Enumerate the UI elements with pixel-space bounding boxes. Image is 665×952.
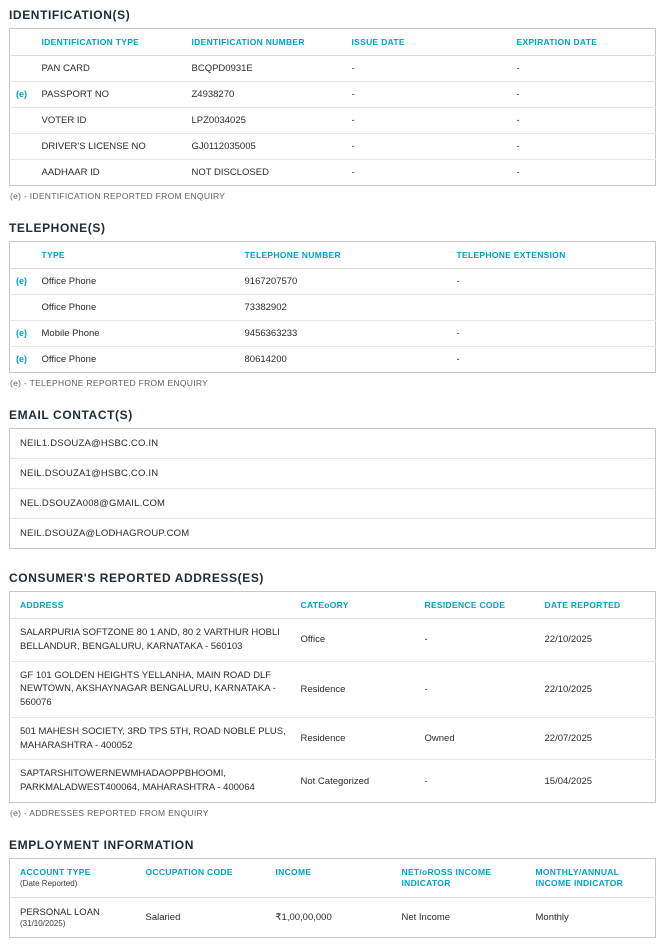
column-header-monthly-annual-income-indicator: MONTHLY/ANNUAL INCOME INDICATOR (530, 858, 656, 897)
table-row (10, 347, 656, 373)
table-row (10, 619, 656, 662)
residence-code-cell: - (419, 619, 539, 662)
telephones-header-row (10, 242, 656, 269)
identification-section (9, 8, 656, 201)
issue-date-cell: - (351, 167, 355, 178)
account-type-cell (10, 897, 140, 937)
identification-type-cell: DRIVER'S LICENSE NO (36, 134, 186, 160)
table-row (10, 269, 656, 295)
account-type-value: PERSONAL LOAN (20, 906, 100, 918)
table-row (10, 56, 656, 82)
residence-code-cell: - (424, 775, 428, 787)
telephone-number-cell: 9167207570 (239, 269, 451, 295)
marker-column-header (10, 29, 36, 56)
telephone-extension-cell: - (451, 269, 656, 295)
telephone-type-cell: Mobile Phone (36, 321, 239, 347)
date-reported-cell: 22/10/2025 (539, 619, 656, 662)
expiration-date-cell: - (511, 108, 656, 134)
table-row (10, 897, 656, 937)
table-row (10, 160, 656, 186)
identification-title: IDENTIFICATION(S) (9, 8, 131, 22)
addresses-table (9, 591, 656, 803)
residence-code-cell: Owned (419, 717, 539, 760)
emails-list (9, 428, 656, 549)
account-type-date-reported: (31/10/2025) (20, 918, 66, 928)
column-header-occupation-code: OCCUPATION CODE (140, 858, 270, 897)
identification-number-cell: GJ0112035005 (186, 134, 346, 160)
column-header-expiration-date: EXPIRATION DATE (511, 29, 656, 56)
category-cell: Not Categorized (300, 775, 370, 787)
table-row (10, 82, 656, 108)
column-header-telephone-number: TELEPHONE NUMBER (239, 242, 451, 269)
email-address: NEIL.DSOUZA@LODHAGROUP.COM (20, 528, 190, 539)
enquiry-marker: (e) (16, 89, 27, 99)
identification-type-cell: PAN CARD (36, 56, 186, 82)
issue-date-cell: - (346, 82, 511, 108)
telephone-number-cell: 9456363233 (239, 321, 451, 347)
telephones-title: TELEPHONE(S) (9, 221, 106, 235)
telephone-number-cell: 73382902 (239, 295, 451, 321)
column-header-telephone-extension: TELEPHONE EXTENSION (451, 242, 656, 269)
addresses-footnote: (e) - ADDRESSES REPORTED FROM ENQUIRY (10, 807, 209, 818)
column-header-residence-code: RESIDENCE CODE (419, 592, 539, 619)
addresses-header-row (10, 592, 656, 619)
table-row (10, 760, 656, 803)
column-header-net-gross-income-indicator: NET/oROSS INCOME INDICATOR (396, 858, 530, 897)
account-type-header-subnote: (Date Reported) (20, 878, 78, 888)
telephone-extension-cell (451, 295, 656, 321)
telephone-type-cell: Office Phone (36, 295, 239, 321)
telephone-number-cell: 80614200 (244, 354, 287, 365)
addresses-section (9, 571, 656, 818)
email-address: NEL.DSOUZA008@GMAIL.COM (10, 489, 655, 519)
table-row (10, 295, 656, 321)
net-gross-income-indicator-cell: Net Income (401, 911, 451, 923)
address-cell: GF 101 GOLDEN HEIGHTS YELLANHA, MAIN ROAD DLF NEWTOWN, AKSHAYNAGAR BENGALURU, KARNATAKA - 560076 (10, 661, 295, 717)
category-cell: Residence (295, 661, 419, 717)
identification-number-cell: BCQPD0931E (186, 56, 346, 82)
addresses-title: CONSUMER'S REPORTED ADDRESS(ES) (9, 571, 265, 585)
identification-footnote: (e) - IDENTIFICATION REPORTED FROM ENQUIRY (10, 191, 226, 201)
telephones-table (9, 241, 656, 373)
identification-number-cell: LPZ0034025 (186, 108, 346, 134)
telephones-footnote: (e) - TELEPHONE REPORTED FROM ENQUIRY (10, 378, 209, 388)
expiration-date-cell: - (516, 167, 520, 178)
occupation-code-cell: Salaried (145, 911, 181, 923)
address-cell: SALARPURIA SOFTZONE 80 1 AND, 80 2 VARTHUR HOBLI BELLANDUR, BENGALURU, KARNATAKA - 560103 (10, 619, 295, 662)
table-row (10, 108, 656, 134)
column-header-category: CATEoORY (295, 592, 419, 619)
identification-type-cell: AADHAAR ID (41, 167, 100, 178)
category-cell: Residence (295, 717, 419, 760)
identification-number-cell: NOT DISCLOSED (191, 167, 269, 178)
emails-section (9, 408, 656, 549)
telephone-extension-cell: - (456, 354, 460, 365)
table-row (10, 661, 656, 717)
issue-date-cell: - (346, 134, 511, 160)
column-header-date-reported: DATE REPORTED (539, 592, 656, 619)
column-header-identification-type: IDENTIFICATION TYPE (36, 29, 186, 56)
identification-header-row (10, 29, 656, 56)
telephone-type-cell: Office Phone (36, 269, 239, 295)
monthly-annual-income-indicator-cell: Monthly (535, 911, 569, 923)
date-reported-cell: 22/10/2025 (539, 661, 656, 717)
identification-type-cell: PASSPORT NO (36, 82, 186, 108)
account-type-header-label: ACCOUNT TYPE (20, 866, 91, 877)
column-header-account-type (10, 858, 140, 897)
column-header-income: INCOME (270, 858, 396, 897)
issue-date-cell: - (346, 56, 511, 82)
employment-section (9, 838, 656, 938)
email-address: NEIL.DSOUZA1@HSBC.CO.IN (10, 459, 655, 489)
expiration-date-cell: - (511, 134, 656, 160)
enquiry-marker: (e) (16, 354, 27, 364)
address-cell: SAPTARSHITOWERNEWMHADAOPPBHOOMI, PARKMALADWEST400064, MAHARASHTRA - 400064 (20, 768, 255, 794)
column-header-identification-number: IDENTIFICATION NUMBER (186, 29, 346, 56)
employment-table (9, 858, 656, 938)
telephone-type-cell: Office Phone (41, 354, 97, 365)
column-header-address: ADDRESS (10, 592, 295, 619)
column-header-type: TYPE (36, 242, 239, 269)
expiration-date-cell: - (511, 56, 656, 82)
date-reported-cell: 15/04/2025 (544, 775, 593, 787)
enquiry-marker: (e) (16, 328, 27, 338)
email-address: NEIL1.DSOUZA@HSBC.CO.IN (10, 429, 655, 459)
residence-code-cell: - (419, 661, 539, 717)
table-row (10, 717, 656, 760)
identification-type-cell: VOTER ID (36, 108, 186, 134)
table-row (10, 134, 656, 160)
address-cell: 501 MAHESH SOCIETY, 3RD TPS 5TH, ROAD NOBLE PLUS, MAHARASHTRA - 400052 (10, 717, 295, 760)
category-cell: Office (295, 619, 419, 662)
employment-header-row (10, 858, 656, 897)
table-row (10, 321, 656, 347)
identification-table (9, 28, 656, 186)
expiration-date-cell: - (511, 82, 656, 108)
column-header-issue-date: ISSUE DATE (346, 29, 511, 56)
telephones-section (9, 221, 656, 388)
enquiry-marker: (e) (16, 276, 27, 286)
emails-title: EMAIL CONTACT(S) (9, 408, 133, 422)
employment-title: EMPLOYMENT INFORMATION (9, 837, 194, 852)
telephone-extension-cell: - (451, 321, 656, 347)
date-reported-cell: 22/07/2025 (539, 717, 656, 760)
income-cell: ₹1,00,00,000 (275, 911, 332, 923)
identification-number-cell: Z4938270 (186, 82, 346, 108)
issue-date-cell: - (346, 108, 511, 134)
marker-column-header (10, 242, 36, 269)
